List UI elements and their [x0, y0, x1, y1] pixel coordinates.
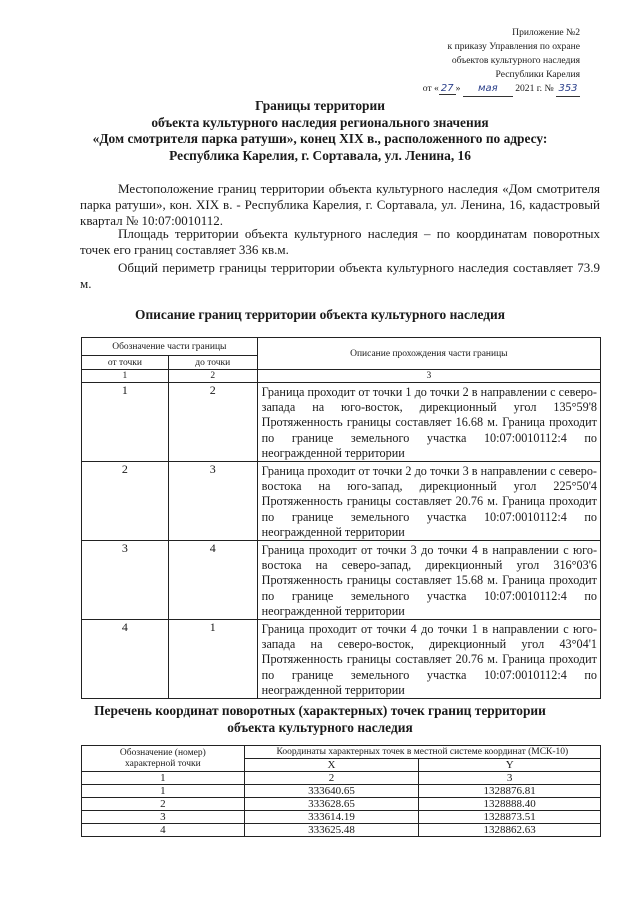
- segment-description: Граница проходит от точки 2 до точки 3 в направлении с северо-востока на юго-запад, дирекционный угол 225°50'4 Протяженность границы составляет 20.76 м. Граница проходит по границе земельного участка 10:07:0010112:4 по неогражденной территории: [257, 462, 600, 541]
- table-row: [82, 811, 601, 824]
- point-number: 2: [82, 798, 245, 811]
- title-line2: объекта культурного наследия регионального значения: [151, 114, 489, 130]
- table-row: [82, 620, 601, 699]
- column-number: 2: [244, 772, 419, 785]
- from-point: 2: [82, 462, 169, 541]
- perimeter-paragraph: [80, 260, 600, 292]
- appendix-date-line: [320, 82, 580, 97]
- to-point: 2: [168, 383, 257, 462]
- table-row: [82, 541, 601, 620]
- title-line3: «Дом смотрителя парка ратуши», конец XIX в., расположенного по адресу:: [92, 131, 548, 147]
- header-description: Описание прохождения части границы: [257, 338, 600, 370]
- date-mid: »: [455, 83, 461, 94]
- column-number: 3: [257, 370, 600, 383]
- point-number: 1: [82, 785, 245, 798]
- header-point-line2: характерной точки: [124, 758, 201, 769]
- appendix-line3: объектов культурного наследия: [451, 55, 580, 66]
- appendix-line2: к приказу Управления по охране: [447, 41, 580, 52]
- column-number: 1: [82, 772, 245, 785]
- appendix-header: [320, 26, 580, 97]
- from-point: 4: [82, 620, 169, 699]
- coordinates-table: [81, 745, 601, 837]
- appendix-line4: Республики Карелия: [495, 69, 580, 80]
- header-to-point: до точки: [168, 356, 257, 370]
- header-part: Обозначение части границы: [82, 338, 258, 356]
- y-coordinate: 1328873.51: [419, 811, 601, 824]
- header-x: X: [244, 759, 419, 772]
- segment-description: Граница проходит от точки 1 до точки 2 в направлении с северо-запада на юго-восток, дирекционный угол 135°59'8 Протяженность границы составляет 16.68 м. Граница проходит по границе земельного участка 10:07:0010112:4 по неогражденной территории: [257, 383, 600, 462]
- title-line4: Республика Карелия, г. Сортавала, ул. Ленина, 16: [169, 147, 471, 163]
- y-coordinate: 1328876.81: [419, 785, 601, 798]
- column-number: 2: [168, 370, 257, 383]
- point-number: 3: [82, 811, 245, 824]
- coordinates-heading-line2: объекта культурного наследия: [227, 720, 413, 735]
- appendix-line1: Приложение №2: [512, 27, 580, 38]
- header-point: [82, 746, 245, 772]
- to-point: 1: [168, 620, 257, 699]
- area-paragraph: [80, 226, 600, 258]
- x-coordinate: 333614.19: [244, 811, 419, 824]
- title-line1: Границы территории: [255, 98, 385, 113]
- header-y: Y: [419, 759, 601, 772]
- table-row: [82, 383, 601, 462]
- to-point: 3: [168, 462, 257, 541]
- y-coordinate: 1328862.63: [419, 824, 601, 837]
- area-text: Площадь территории объекта культурного наследия – по координатам поворотных точек его границ составляет 336 кв.м.: [80, 226, 600, 258]
- document-number: 353: [556, 82, 580, 97]
- date-day: 27: [440, 83, 454, 94]
- x-coordinate: 333625.48: [244, 824, 419, 837]
- to-point: 4: [168, 541, 257, 620]
- perimeter-text: Общий периметр границы территории объекта культурного наследия составляет 73.9 м.: [80, 260, 600, 292]
- coordinates-heading: [40, 702, 600, 736]
- document-title: [60, 98, 580, 164]
- date-month: мая: [463, 82, 513, 97]
- date-prefix: от «: [422, 83, 439, 94]
- point-number: 4: [82, 824, 245, 837]
- y-coordinate: 1328888.40: [419, 798, 601, 811]
- x-coordinate: 333628.65: [244, 798, 419, 811]
- header-from-point: от точки: [82, 356, 169, 370]
- from-point: 3: [82, 541, 169, 620]
- location-text: Местоположение границ территории объекта культурного наследия «Дом смотрителя парка ратуши», кон. XIX в. - Республика Карелия, г. Сортавала, ул. Ленина, 16, кадастровый квартал № 10:07:0010112.: [80, 181, 600, 229]
- table-row: [82, 462, 601, 541]
- boundary-heading: Описание границ территории объекта культурного наследия: [135, 307, 505, 322]
- location-paragraph: [80, 181, 600, 230]
- table-row: [82, 785, 601, 798]
- header-point-line1: Обозначение (номер): [119, 747, 206, 758]
- header-coordinates: Координаты характерных точек в местной системе координат (МСК-10): [244, 746, 600, 759]
- segment-description: Граница проходит от точки 4 до точки 1 в направлении с юго-запада на северо-восток, дирекционный угол 43°04'1 Протяженность границы составляет 20.76 м. Граница проходит по границе земельного участка 10:07:0010112:4 по неогражденной территории: [257, 620, 600, 699]
- column-number: 1: [82, 370, 169, 383]
- segment-description: Граница проходит от точки 3 до точки 4 в направлении с юго-востока на северо-запад, дирекционный угол 316°03'6 Протяженность границы составляет 15.68 м. Граница проходит по границе земельного участка 10:07:0010112:4 по неогражденной территории: [257, 541, 600, 620]
- table-row: [82, 798, 601, 811]
- boundary-table: [81, 337, 601, 699]
- x-coordinate: 333640.65: [244, 785, 419, 798]
- column-number: 3: [419, 772, 601, 785]
- coordinates-heading-line1: Перечень координат поворотных (характерных) точек границ территории: [94, 703, 546, 718]
- from-point: 1: [82, 383, 169, 462]
- date-year: 2021 г. №: [515, 83, 554, 94]
- table-row: [82, 824, 601, 837]
